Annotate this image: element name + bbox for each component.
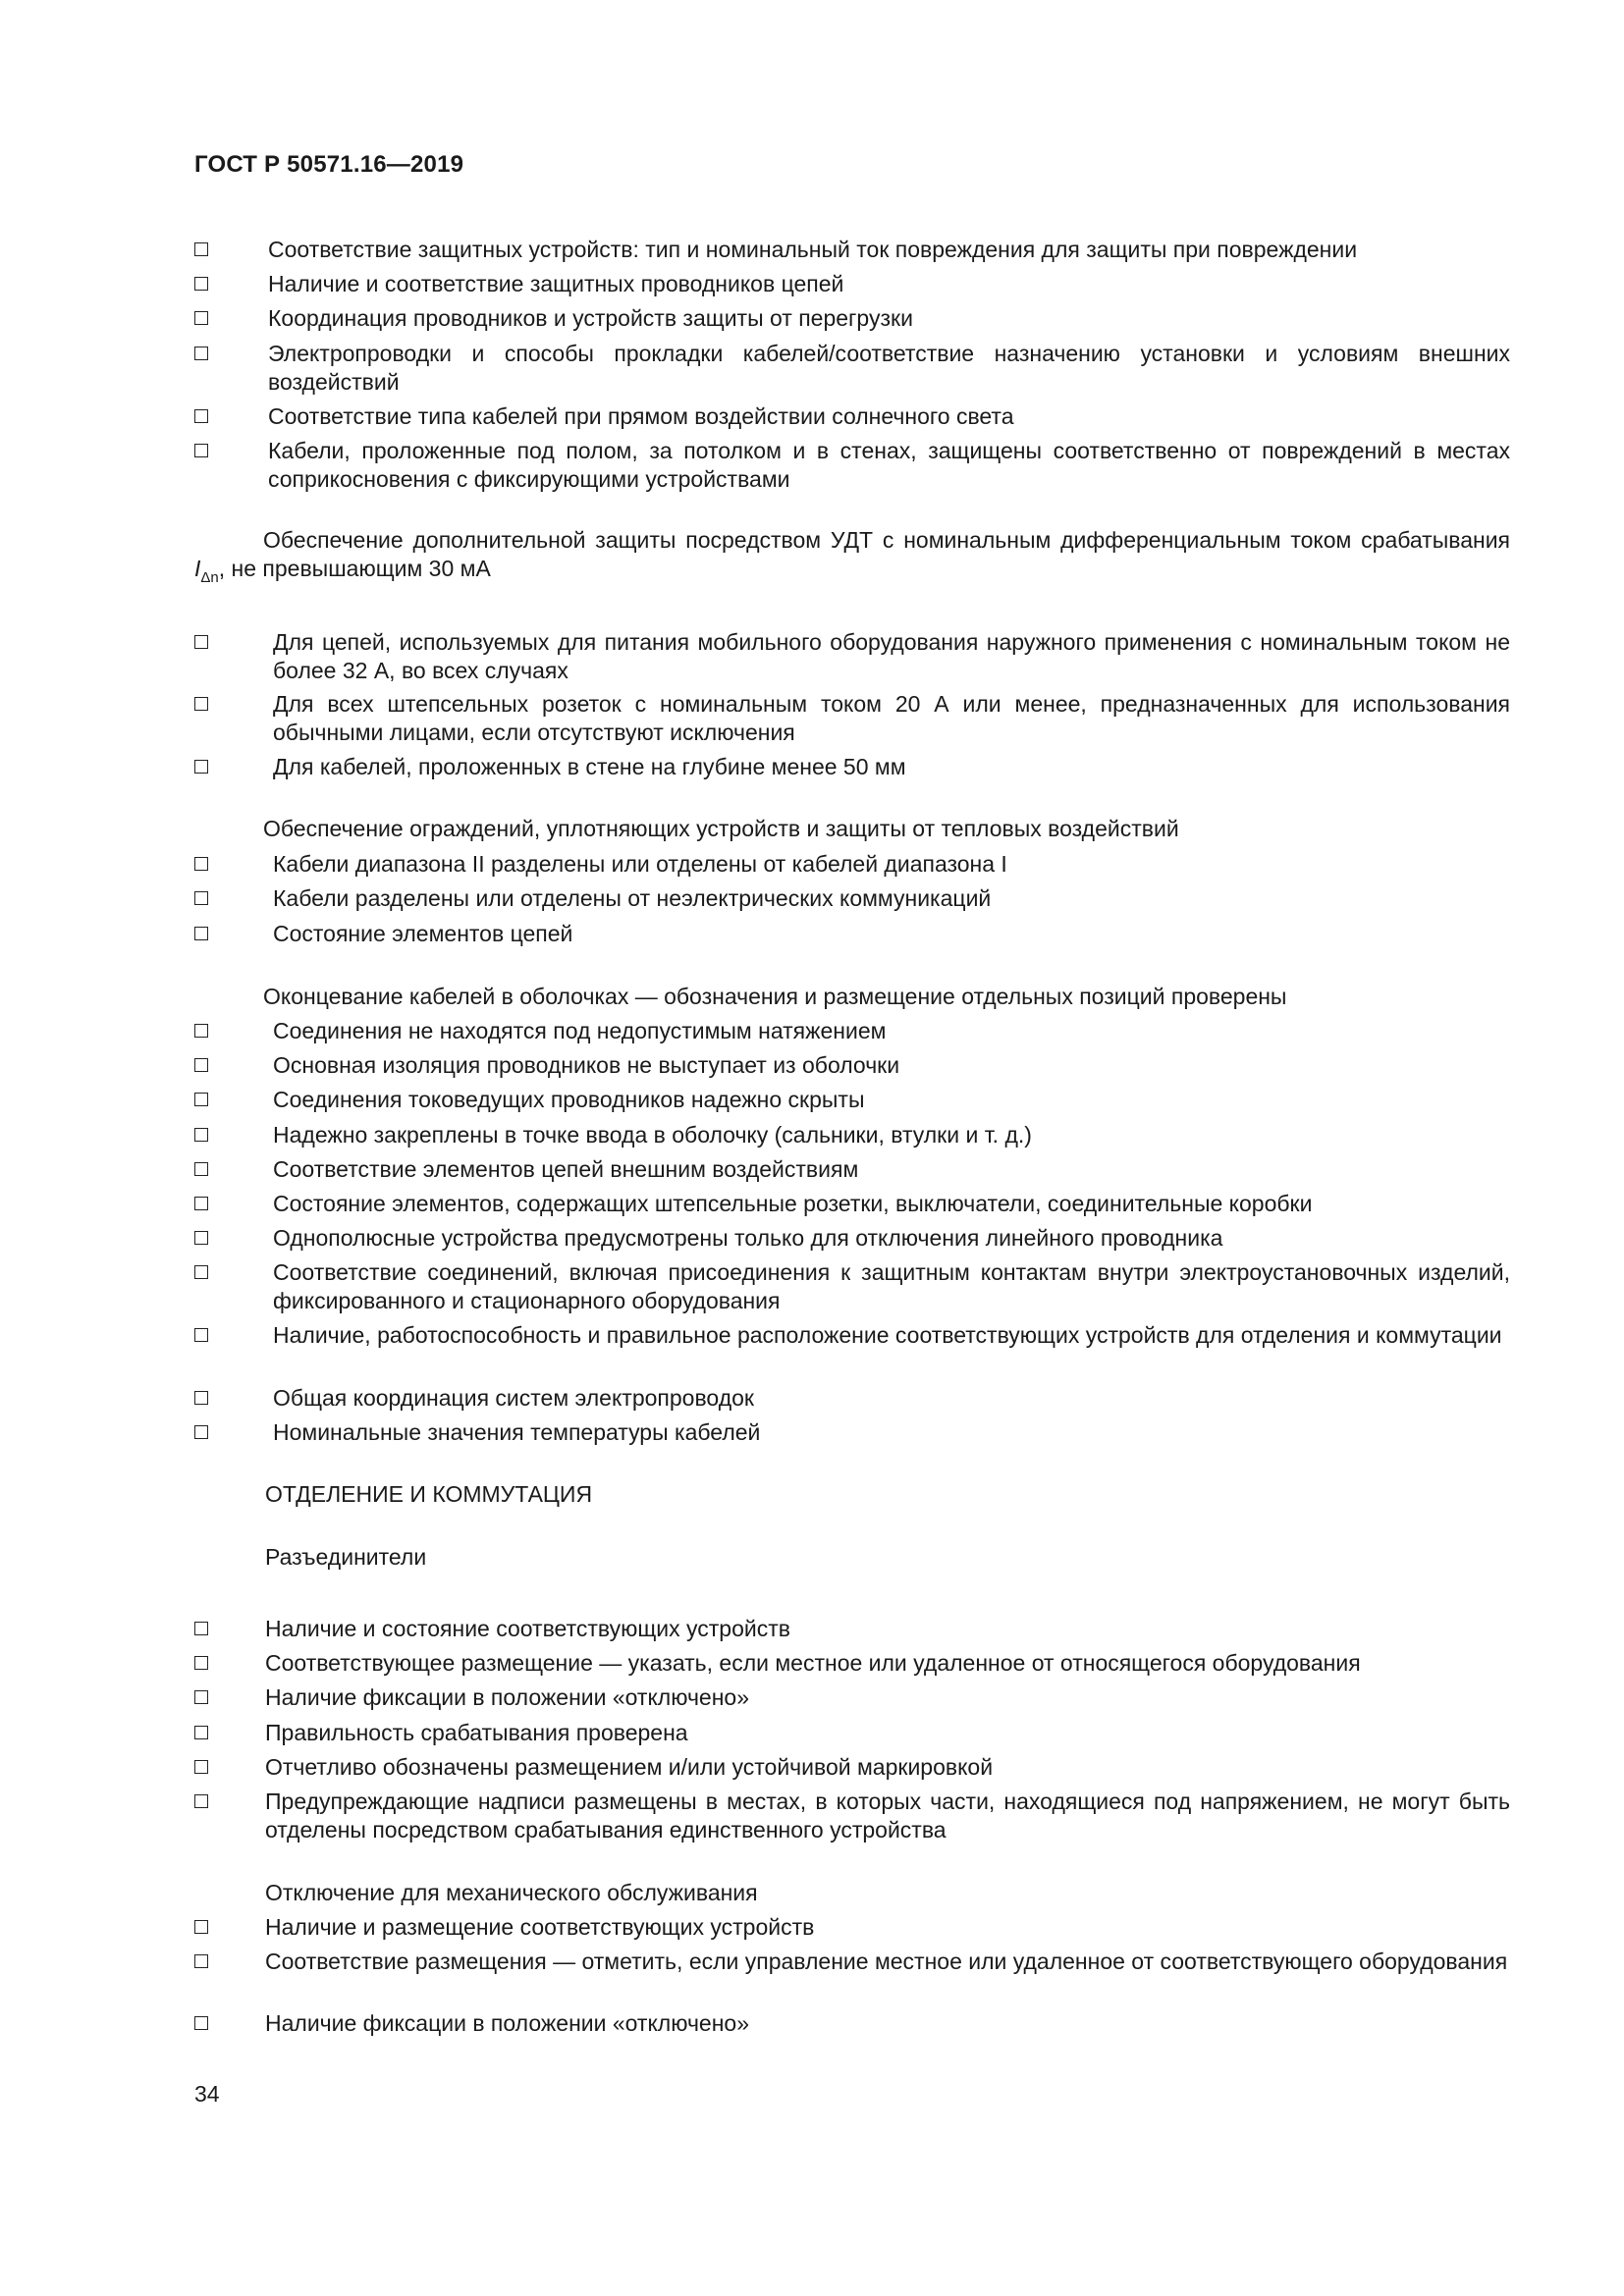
- checkbox-empty-icon[interactable]: [194, 242, 208, 256]
- checkbox-empty-icon[interactable]: [194, 1726, 208, 1739]
- checklist-item-text: Наличие и соответствие защитных проводников цепей: [268, 271, 844, 296]
- checkbox-empty-icon[interactable]: [194, 1760, 208, 1774]
- checkbox-empty-icon[interactable]: [194, 1162, 208, 1176]
- checkbox-empty-icon[interactable]: [194, 1058, 208, 1072]
- checklist-item-text: Общая координация систем электропроводок: [273, 1385, 754, 1411]
- checkbox-empty-icon[interactable]: [194, 2016, 208, 2030]
- rcd-paragraph-text: Обеспечение дополнительной защиты посредством УДТ с номинальным дифференциальным током срабатывания: [263, 527, 1510, 553]
- rcd-paragraph-tail: , не превышающим 30 мА: [218, 556, 491, 581]
- checklist-item-text: Однополюсные устройства предусмотрены только для отключения линейного проводника: [273, 1225, 1223, 1251]
- checklist-item-text: Кабели разделены или отделены от неэлектрических коммуникаций: [273, 885, 992, 911]
- document-header: ГОСТ Р 50571.16—2019: [194, 151, 464, 178]
- checkbox-empty-icon[interactable]: [194, 760, 208, 774]
- checkbox-empty-icon[interactable]: [194, 1954, 208, 1968]
- checklist-item-text: Кабели диапазона II разделены или отделены от кабелей диапазона I: [273, 851, 1007, 877]
- checklist-item-text: Состояние элементов цепей: [273, 921, 573, 946]
- checklist-item-text: Наличие и состояние соответствующих устройств: [265, 1616, 790, 1641]
- checklist-item-text: Наличие фиксации в положении «отключено»: [265, 2010, 750, 2036]
- checkbox-empty-icon[interactable]: [194, 277, 208, 291]
- section-heading-disconnectors: Разъединители: [265, 1544, 427, 1570]
- section-heading-maintenance: Отключение для механического обслуживания: [265, 1880, 758, 1905]
- checklist-item-text: Соединения не находятся под недопустимым натяжением: [273, 1018, 887, 1043]
- checklist-item-text: Для всех штепсельных розеток с номинальным током 20 А или менее, предназначенных для использования обычными лицами, если отсутствуют исключения: [273, 691, 1510, 745]
- checklist-item-text: Надежно закреплены в точке ввода в оболочку (сальники, втулки и т. д.): [273, 1122, 1032, 1148]
- checkbox-empty-icon[interactable]: [194, 857, 208, 871]
- checklist-item-text: Соответствие размещения — отметить, если управление местное или удаленное от соответствующего оборудования: [265, 1949, 1508, 1974]
- checklist-item-text: Соответствие элементов цепей внешним воздействиям: [273, 1156, 859, 1182]
- checklist-item-text: Электропроводки и способы прокладки кабелей/соответствие назначению установки и условиям внешних воздействий: [268, 341, 1510, 395]
- checklist-item-text: Соответствие соединений, включая присоединения к защитным контактам внутри электроустановочных изделий, фиксированного и стационарного оборудования: [273, 1259, 1510, 1313]
- checkbox-empty-icon[interactable]: [194, 635, 208, 649]
- checkbox-empty-icon[interactable]: [194, 1265, 208, 1279]
- checklist-item-text: Соответствие типа кабелей при прямом воздействии солнечного света: [268, 403, 1014, 429]
- checklist-item-text: Предупреждающие надписи размещены в местах, в которых части, находящиеся под напряжением, не могут быть отделены посредством срабатывания единственного устройства: [265, 1789, 1510, 1842]
- checkbox-empty-icon[interactable]: [194, 1794, 208, 1808]
- page-number: 34: [194, 2081, 220, 2107]
- checklist-item-text: Состояние элементов, содержащих штепсельные розетки, выключатели, соединительные коробки: [273, 1191, 1313, 1216]
- checkbox-empty-icon[interactable]: [194, 444, 208, 457]
- rcd-symbol: I: [194, 556, 201, 581]
- section-heading-isolation: ОТДЕЛЕНИЕ И КОММУТАЦИЯ: [265, 1481, 593, 1507]
- rcd-subscript: Δn: [200, 569, 219, 586]
- checklist-item-text: Соответствие защитных устройств: тип и номинальный ток повреждения для защиты при повреждении: [268, 237, 1358, 262]
- rcd-paragraph: [194, 526, 1510, 592]
- checkbox-empty-icon[interactable]: [194, 1656, 208, 1670]
- checklist-item-text: Отчетливо обозначены размещением и/или устойчивой маркировкой: [265, 1754, 994, 1780]
- checklist-item-text: Кабели, проложенные под полом, за потолком и в стенах, защищены соответственно от повреждений в местах соприкосновения с фиксирующими устройствами: [268, 438, 1510, 492]
- checkbox-empty-icon[interactable]: [194, 1024, 208, 1038]
- checkbox-empty-icon[interactable]: [194, 1622, 208, 1635]
- checklist-item-text: Наличие и размещение соответствующих устройств: [265, 1914, 815, 1940]
- checkbox-empty-icon[interactable]: [194, 927, 208, 940]
- checkbox-empty-icon[interactable]: [194, 409, 208, 423]
- checklist-item-text: Номинальные значения температуры кабелей: [273, 1419, 761, 1445]
- checkbox-empty-icon[interactable]: [194, 1128, 208, 1142]
- checkbox-empty-icon[interactable]: [194, 1391, 208, 1405]
- checklist-item-text: Основная изоляция проводников не выступает из оболочки: [273, 1052, 900, 1078]
- section-heading-barriers: Обеспечение ограждений, уплотняющих устройств и защиты от тепловых воздействий: [263, 816, 1179, 841]
- checkbox-empty-icon[interactable]: [194, 1093, 208, 1106]
- checklist-item-text: Для цепей, используемых для питания мобильного оборудования наружного применения с номинальным током не более 32 А, во всех случаях: [273, 629, 1510, 683]
- checkbox-empty-icon[interactable]: [194, 697, 208, 711]
- checkbox-empty-icon[interactable]: [194, 1920, 208, 1934]
- checklist-item-text: Наличие, работоспособность и правильное расположение соответствующих устройств для отделения и коммутации: [273, 1322, 1502, 1348]
- checkbox-empty-icon[interactable]: [194, 1425, 208, 1439]
- section-heading-termination: Оконцевание кабелей в оболочках — обозначения и размещение отдельных позиций проверены: [263, 984, 1287, 1009]
- checklist-item-text: Для кабелей, проложенных в стене на глубине менее 50 мм: [273, 754, 906, 779]
- checklist-item-text: Соответствующее размещение — указать, если местное или удаленное от относящегося оборудования: [265, 1650, 1361, 1676]
- checkbox-empty-icon[interactable]: [194, 1231, 208, 1245]
- checklist-item-text: Правильность срабатывания проверена: [265, 1720, 688, 1745]
- checkbox-empty-icon[interactable]: [194, 1197, 208, 1210]
- checklist-item-text: Координация проводников и устройств защиты от перегрузки: [268, 305, 913, 331]
- checklist-item-text: Соединения токоведущих проводников надежно скрыты: [273, 1087, 865, 1112]
- checkbox-empty-icon[interactable]: [194, 311, 208, 325]
- checkbox-empty-icon[interactable]: [194, 891, 208, 905]
- checklist-item-text: Наличие фиксации в положении «отключено»: [265, 1684, 750, 1710]
- checkbox-empty-icon[interactable]: [194, 1328, 208, 1342]
- checkbox-empty-icon[interactable]: [194, 347, 208, 360]
- checkbox-empty-icon[interactable]: [194, 1690, 208, 1704]
